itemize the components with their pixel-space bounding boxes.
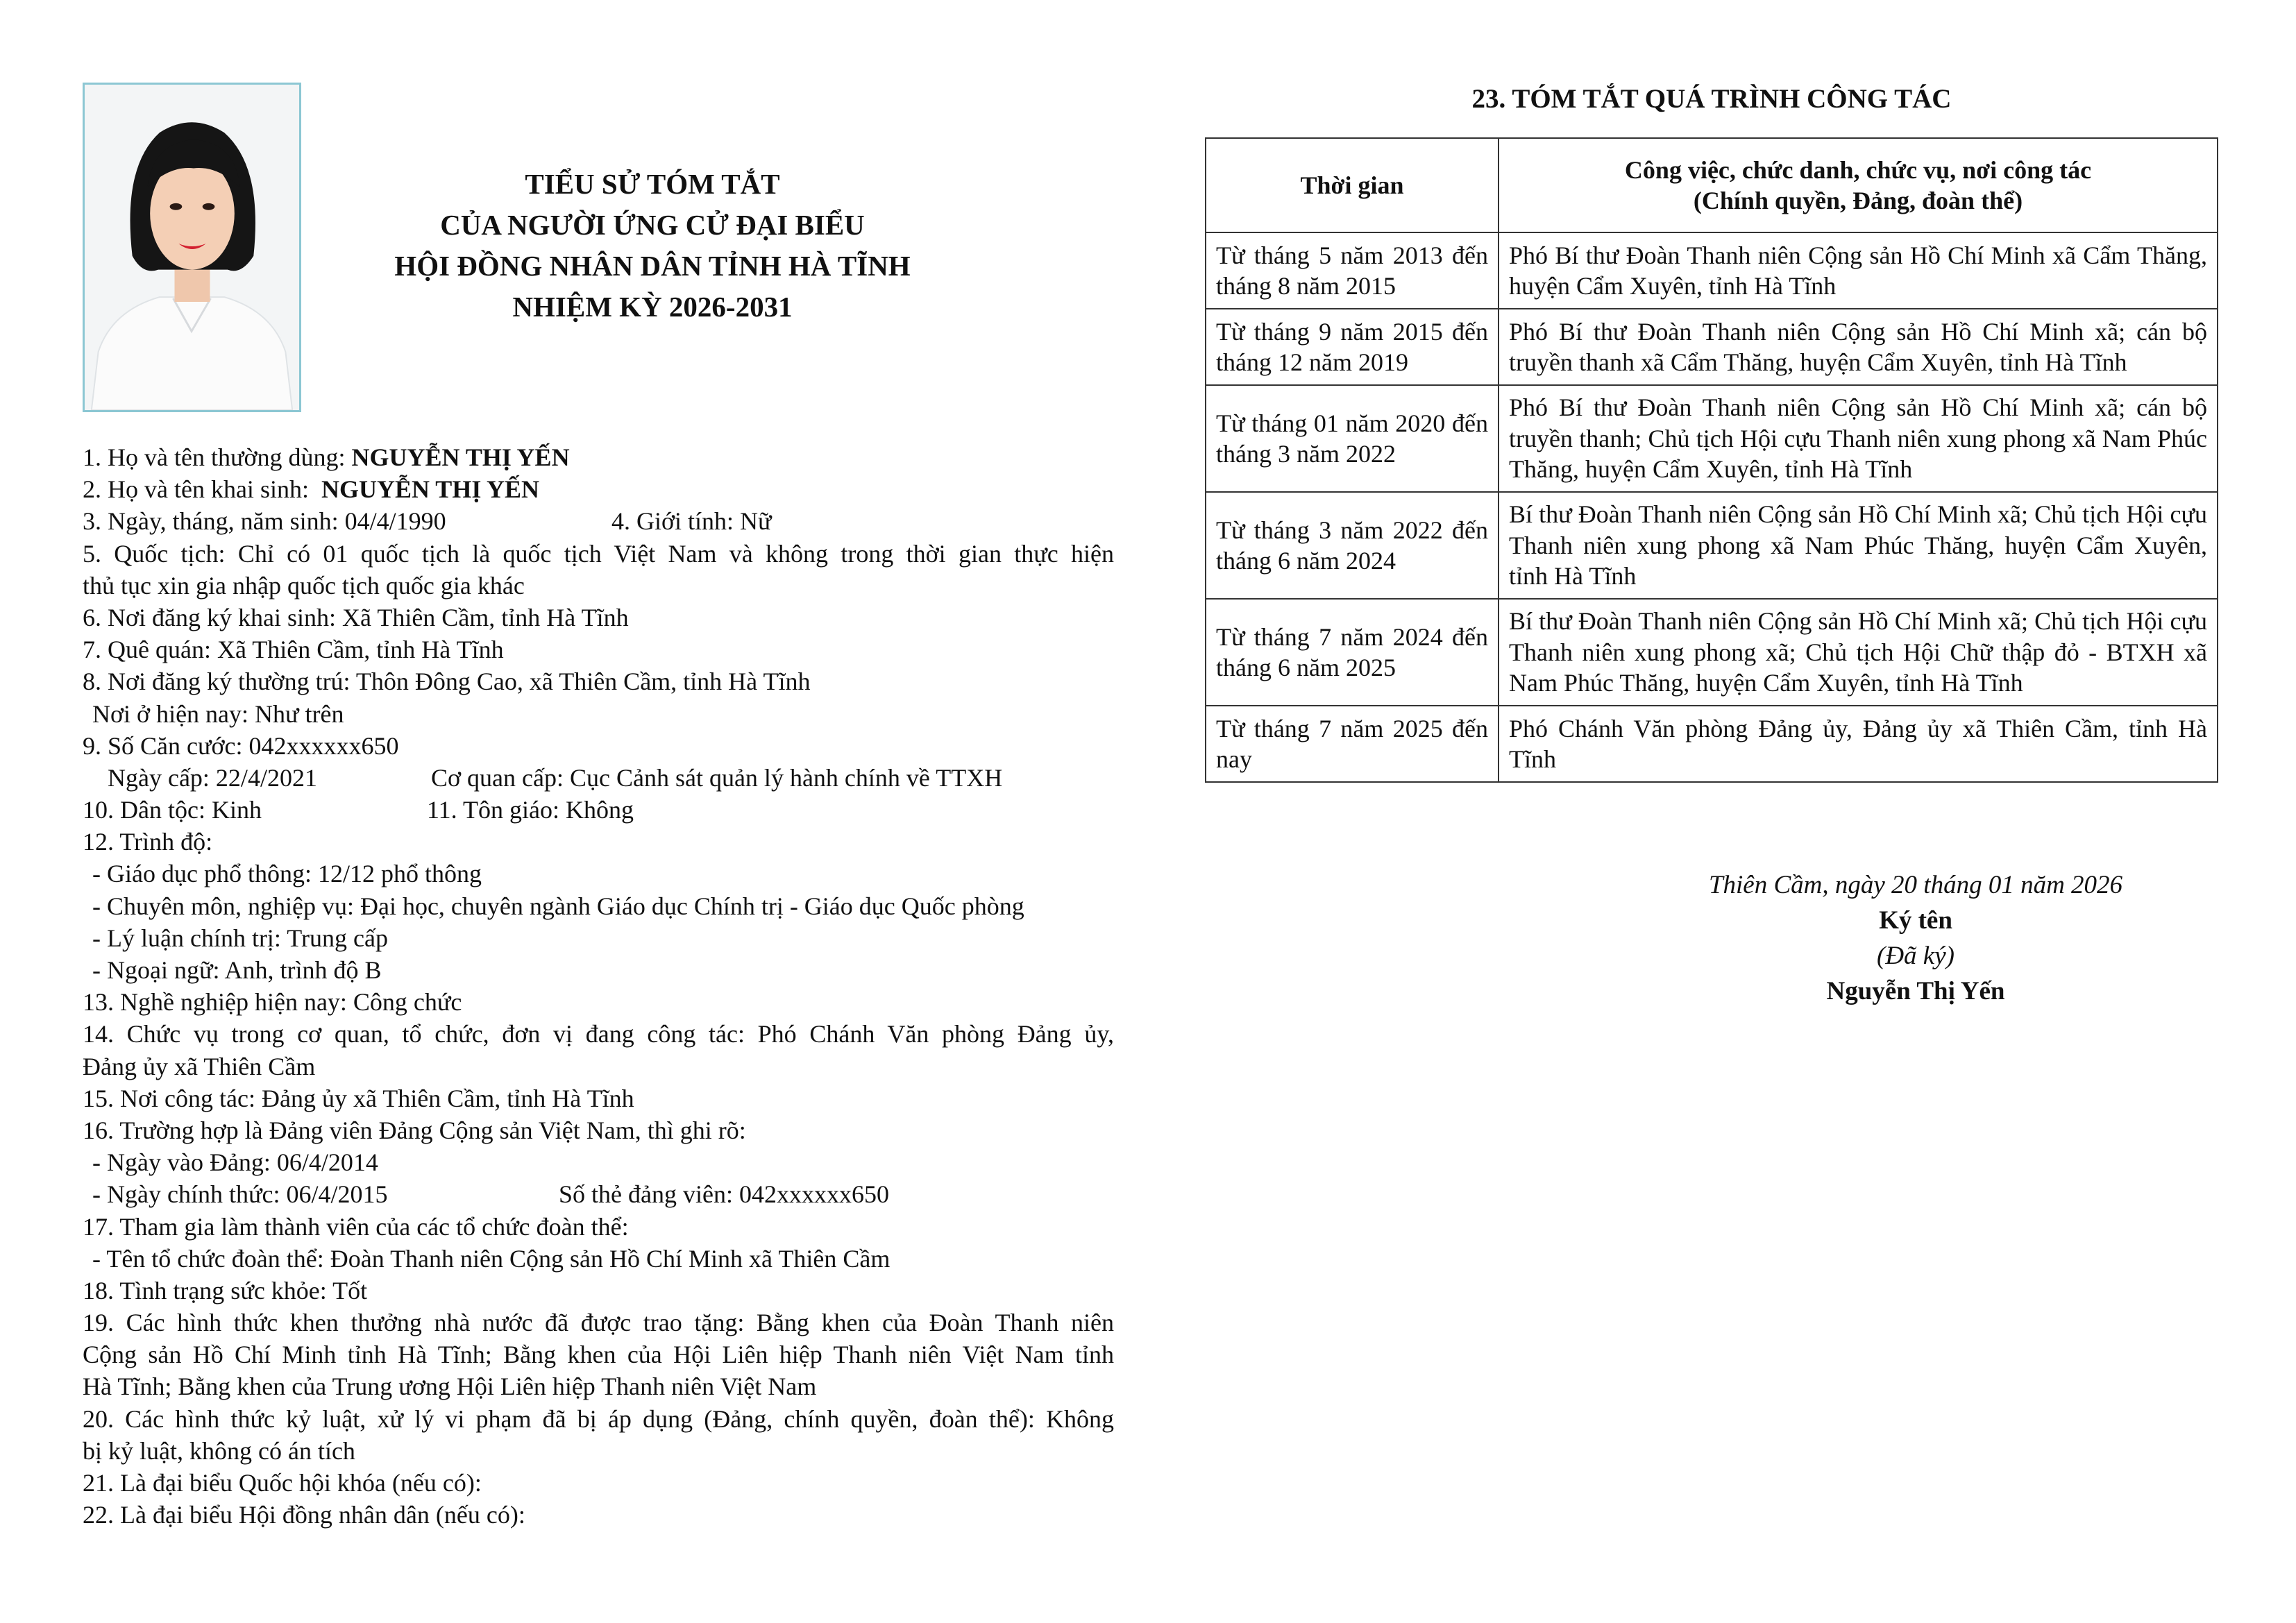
info-peoples-council: 22. Là đại biểu Hội đồng nhân dân (nếu có): xyxy=(83,1501,525,1529)
gender: 4. Giới tính: Nữ xyxy=(611,507,772,536)
info-organization-name: - Tên tổ chức đoàn thể: Đoàn Thanh niên Cộng sản Hồ Chí Minh xã Thiên Cầm xyxy=(92,1244,890,1273)
row-time: Từ tháng 7 năm 2025 đến nay xyxy=(1206,706,1499,782)
table-row xyxy=(1206,706,2218,782)
info-occupation: 13. Nghề nghiệp hiện nay: Công chức xyxy=(83,988,462,1017)
row-job: Phó Bí thư Đoàn Thanh niên Cộng sản Hồ Chí Minh xã Cẩm Thăng, huyện Cẩm Xuyên, tỉnh Hà Tĩnh xyxy=(1499,232,2218,309)
info-education-major: - Chuyên môn, nghiệp vụ: Đại học, chuyên ngành Giáo dục Chính trị - Giáo dục Quốc phòng xyxy=(92,892,1024,920)
work-history-title: 23. TÓM TẮT QUÁ TRÌNH CÔNG TÁC xyxy=(1471,84,1952,114)
portrait-image xyxy=(85,85,299,410)
title-line-4: NHIỆM KỲ 2026-2031 xyxy=(512,291,793,323)
table-row xyxy=(1206,309,2218,385)
info-current-residence: Nơi ở hiện nay: Như trên xyxy=(92,699,344,728)
work-history-table xyxy=(1205,137,2218,783)
info-birth-name: 2. Họ và tên khai sinh: NGUYỄN THỊ YẾN xyxy=(83,475,540,504)
info-id-issue: Ngày cấp: 22/4/2021 Cơ quan cấp: Cục Cảnh sát quản lý hành chính về TTXH xyxy=(108,763,1003,792)
info-discipline-cont: bị kỷ luật, không có án tích xyxy=(83,1436,355,1465)
table-row xyxy=(1206,492,2218,599)
row-job: Phó Chánh Văn phòng Đảng ủy, Đảng ủy xã Thiên Cầm, tỉnh Hà Tĩnh xyxy=(1499,706,2218,782)
title-line-3: HỘI ĐỒNG NHÂN DÂN TỈNH HÀ TĨNH xyxy=(394,250,911,282)
info-position-cont: Đảng ủy xã Thiên Cầm xyxy=(83,1052,316,1080)
table-header-row xyxy=(1206,138,2218,232)
birth-name-value: NGUYỄN THỊ YẾN xyxy=(321,475,540,504)
info-organizations: 17. Tham gia làm thành viên của các tổ chức đoàn thể: xyxy=(83,1212,629,1241)
common-name-value: NGUYỄN THỊ YẾN xyxy=(351,443,570,471)
row-time: Từ tháng 5 năm 2013 đến tháng 8 năm 2015 xyxy=(1206,232,1499,309)
info-awards-cont-2: Hà Tĩnh; Bằng khen của Trung ương Hội Liên hiệp Thanh niên Việt Nam xyxy=(83,1373,817,1401)
signer-name: Nguyễn Thị Yến xyxy=(1826,977,2005,1005)
title-line-1: TIỂU SỬ TÓM TẮT xyxy=(525,168,780,200)
table-row xyxy=(1206,385,2218,492)
info-party: 16. Trường hợp là Đảng viên Đảng Cộng sản Việt Nam, thì ghi rõ: xyxy=(83,1116,746,1144)
signed-note: (Đã ký) xyxy=(1877,942,1955,970)
info-position: 14. Chức vụ trong cơ quan, tổ chức, đơn vị đang công tác: Phó Chánh Văn phòng Đảng ủy, xyxy=(83,1020,1114,1048)
info-discipline: 20. Các hình thức kỷ luật, xử lý vi phạm đã bị áp dụng (Đảng, chính quyền, đoàn thể): Không xyxy=(83,1404,1114,1433)
title-line-2: CỦA NGƯỜI ỨNG CỬ ĐẠI BIỂU xyxy=(440,209,865,241)
candidate-portrait xyxy=(83,83,301,412)
info-health: 18. Tình trạng sức khỏe: Tốt xyxy=(83,1276,368,1305)
info-full-name: 1. Họ và tên thường dùng: NGUYỄN THỊ YẾN xyxy=(83,443,570,471)
info-education: 12. Trình độ: xyxy=(83,828,213,856)
table-row xyxy=(1206,232,2218,309)
row-job: Bí thư Đoàn Thanh niên Cộng sản Hồ Chí Minh xã; Chủ tịch Hội cựu Thanh niên xung phong xã; Chủ tịch Hội Chữ thập đỏ - BTXH xã Nam Phúc Thăng, huyện Cẩm Xuyên, tỉnh Hà Tĩnh xyxy=(1499,599,2218,706)
info-ethnicity-religion: 10. Dân tộc: Kinh 11. Tôn giáo: Không xyxy=(83,796,634,824)
row-time: Từ tháng 9 năm 2015 đến tháng 12 năm 2019 xyxy=(1206,309,1499,385)
info-party-official: - Ngày chính thức: 06/4/2015 Số thẻ đảng viên: 042xxxxxx650 xyxy=(92,1180,889,1209)
info-education-language: - Ngoại ngữ: Anh, trình độ B xyxy=(92,956,382,984)
info-id-number: 9. Số Căn cước: 042xxxxxx650 xyxy=(83,731,399,760)
dob: 3. Ngày, tháng, năm sinh: 04/4/1990 xyxy=(83,507,446,536)
info-national-assembly: 21. Là đại biểu Quốc hội khóa (nếu có): xyxy=(83,1469,482,1497)
info-birth-registration: 6. Nơi đăng ký khai sinh: Xã Thiên Cầm, tỉnh Hà Tĩnh xyxy=(83,603,629,631)
info-hometown: 7. Quê quán: Xã Thiên Cầm, tỉnh Hà Tĩnh xyxy=(83,636,504,664)
info-awards: 19. Các hình thức khen thưởng nhà nước đã được trao tặng: Bằng khen của Đoàn Thanh niên xyxy=(83,1309,1114,1337)
row-job: Phó Bí thư Đoàn Thanh niên Cộng sản Hồ Chí Minh xã; cán bộ truyền thanh xã Cẩm Thăng, huyện Cẩm Xuyên, tỉnh Hà Tĩnh xyxy=(1499,309,2218,385)
table-row xyxy=(1206,599,2218,706)
signature-block xyxy=(1596,867,2235,1009)
info-party-join-date: - Ngày vào Đảng: 06/4/2014 xyxy=(92,1148,378,1177)
row-time: Từ tháng 01 năm 2020 đến tháng 3 năm 2022 xyxy=(1206,385,1499,492)
info-workplace: 15. Nơi công tác: Đảng ủy xã Thiên Cầm, tỉnh Hà Tĩnh xyxy=(83,1084,634,1112)
info-awards-cont: Cộng sản Hồ Chí Minh tỉnh Hà Tĩnh; Bằng khen của Hội Liên hiệp Thanh niên Việt Nam tỉnh xyxy=(83,1341,1114,1369)
info-permanent-residence: 8. Nơi đăng ký thường trú: Thôn Đông Cao, xã Thiên Cầm, tỉnh Hà Tĩnh xyxy=(83,668,811,696)
info-dob-gender xyxy=(83,505,1114,537)
column-header-time: Thời gian xyxy=(1206,138,1499,232)
info-education-general: - Giáo dục phổ thông: 12/12 phổ thông xyxy=(92,860,482,888)
info-nationality-cont: thủ tục xin gia nhập quốc tịch quốc gia khác xyxy=(83,571,525,600)
row-job: Phó Bí thư Đoàn Thanh niên Cộng sản Hồ Chí Minh xã; cán bộ truyền thanh; Chủ tịch Hội cựu Thanh niên xung phong xã Nam Phúc Thăng, huyện Cẩm Xuyên, tỉnh Hà Tĩnh xyxy=(1499,385,2218,492)
row-time: Từ tháng 7 năm 2024 đến tháng 6 năm 2025 xyxy=(1206,599,1499,706)
row-job: Bí thư Đoàn Thanh niên Cộng sản Hồ Chí Minh xã; Chủ tịch Hội cựu Thanh niên xung phong xã Nam Phúc Thăng, huyện Cẩm Xuyên, tỉnh Hà Tĩnh xyxy=(1499,492,2218,599)
sign-label: Ký tên xyxy=(1879,906,1952,935)
row-time: Từ tháng 3 năm 2022 đến tháng 6 năm 2024 xyxy=(1206,492,1499,599)
place-date: Thiên Cầm, ngày 20 tháng 01 năm 2026 xyxy=(1708,871,2123,899)
info-nationality: 5. Quốc tịch: Chỉ có 01 quốc tịch là quốc tịch Việt Nam và không trong thời gian thực hiện xyxy=(83,539,1114,568)
info-education-political: - Lý luận chính trị: Trung cấp xyxy=(92,924,388,952)
column-header-job: Công việc, chức danh, chức vụ, nơi công tác (Chính quyền, Đảng, đoàn thể) xyxy=(1499,138,2218,232)
document-title xyxy=(305,164,999,328)
personal-info xyxy=(83,441,1114,1531)
